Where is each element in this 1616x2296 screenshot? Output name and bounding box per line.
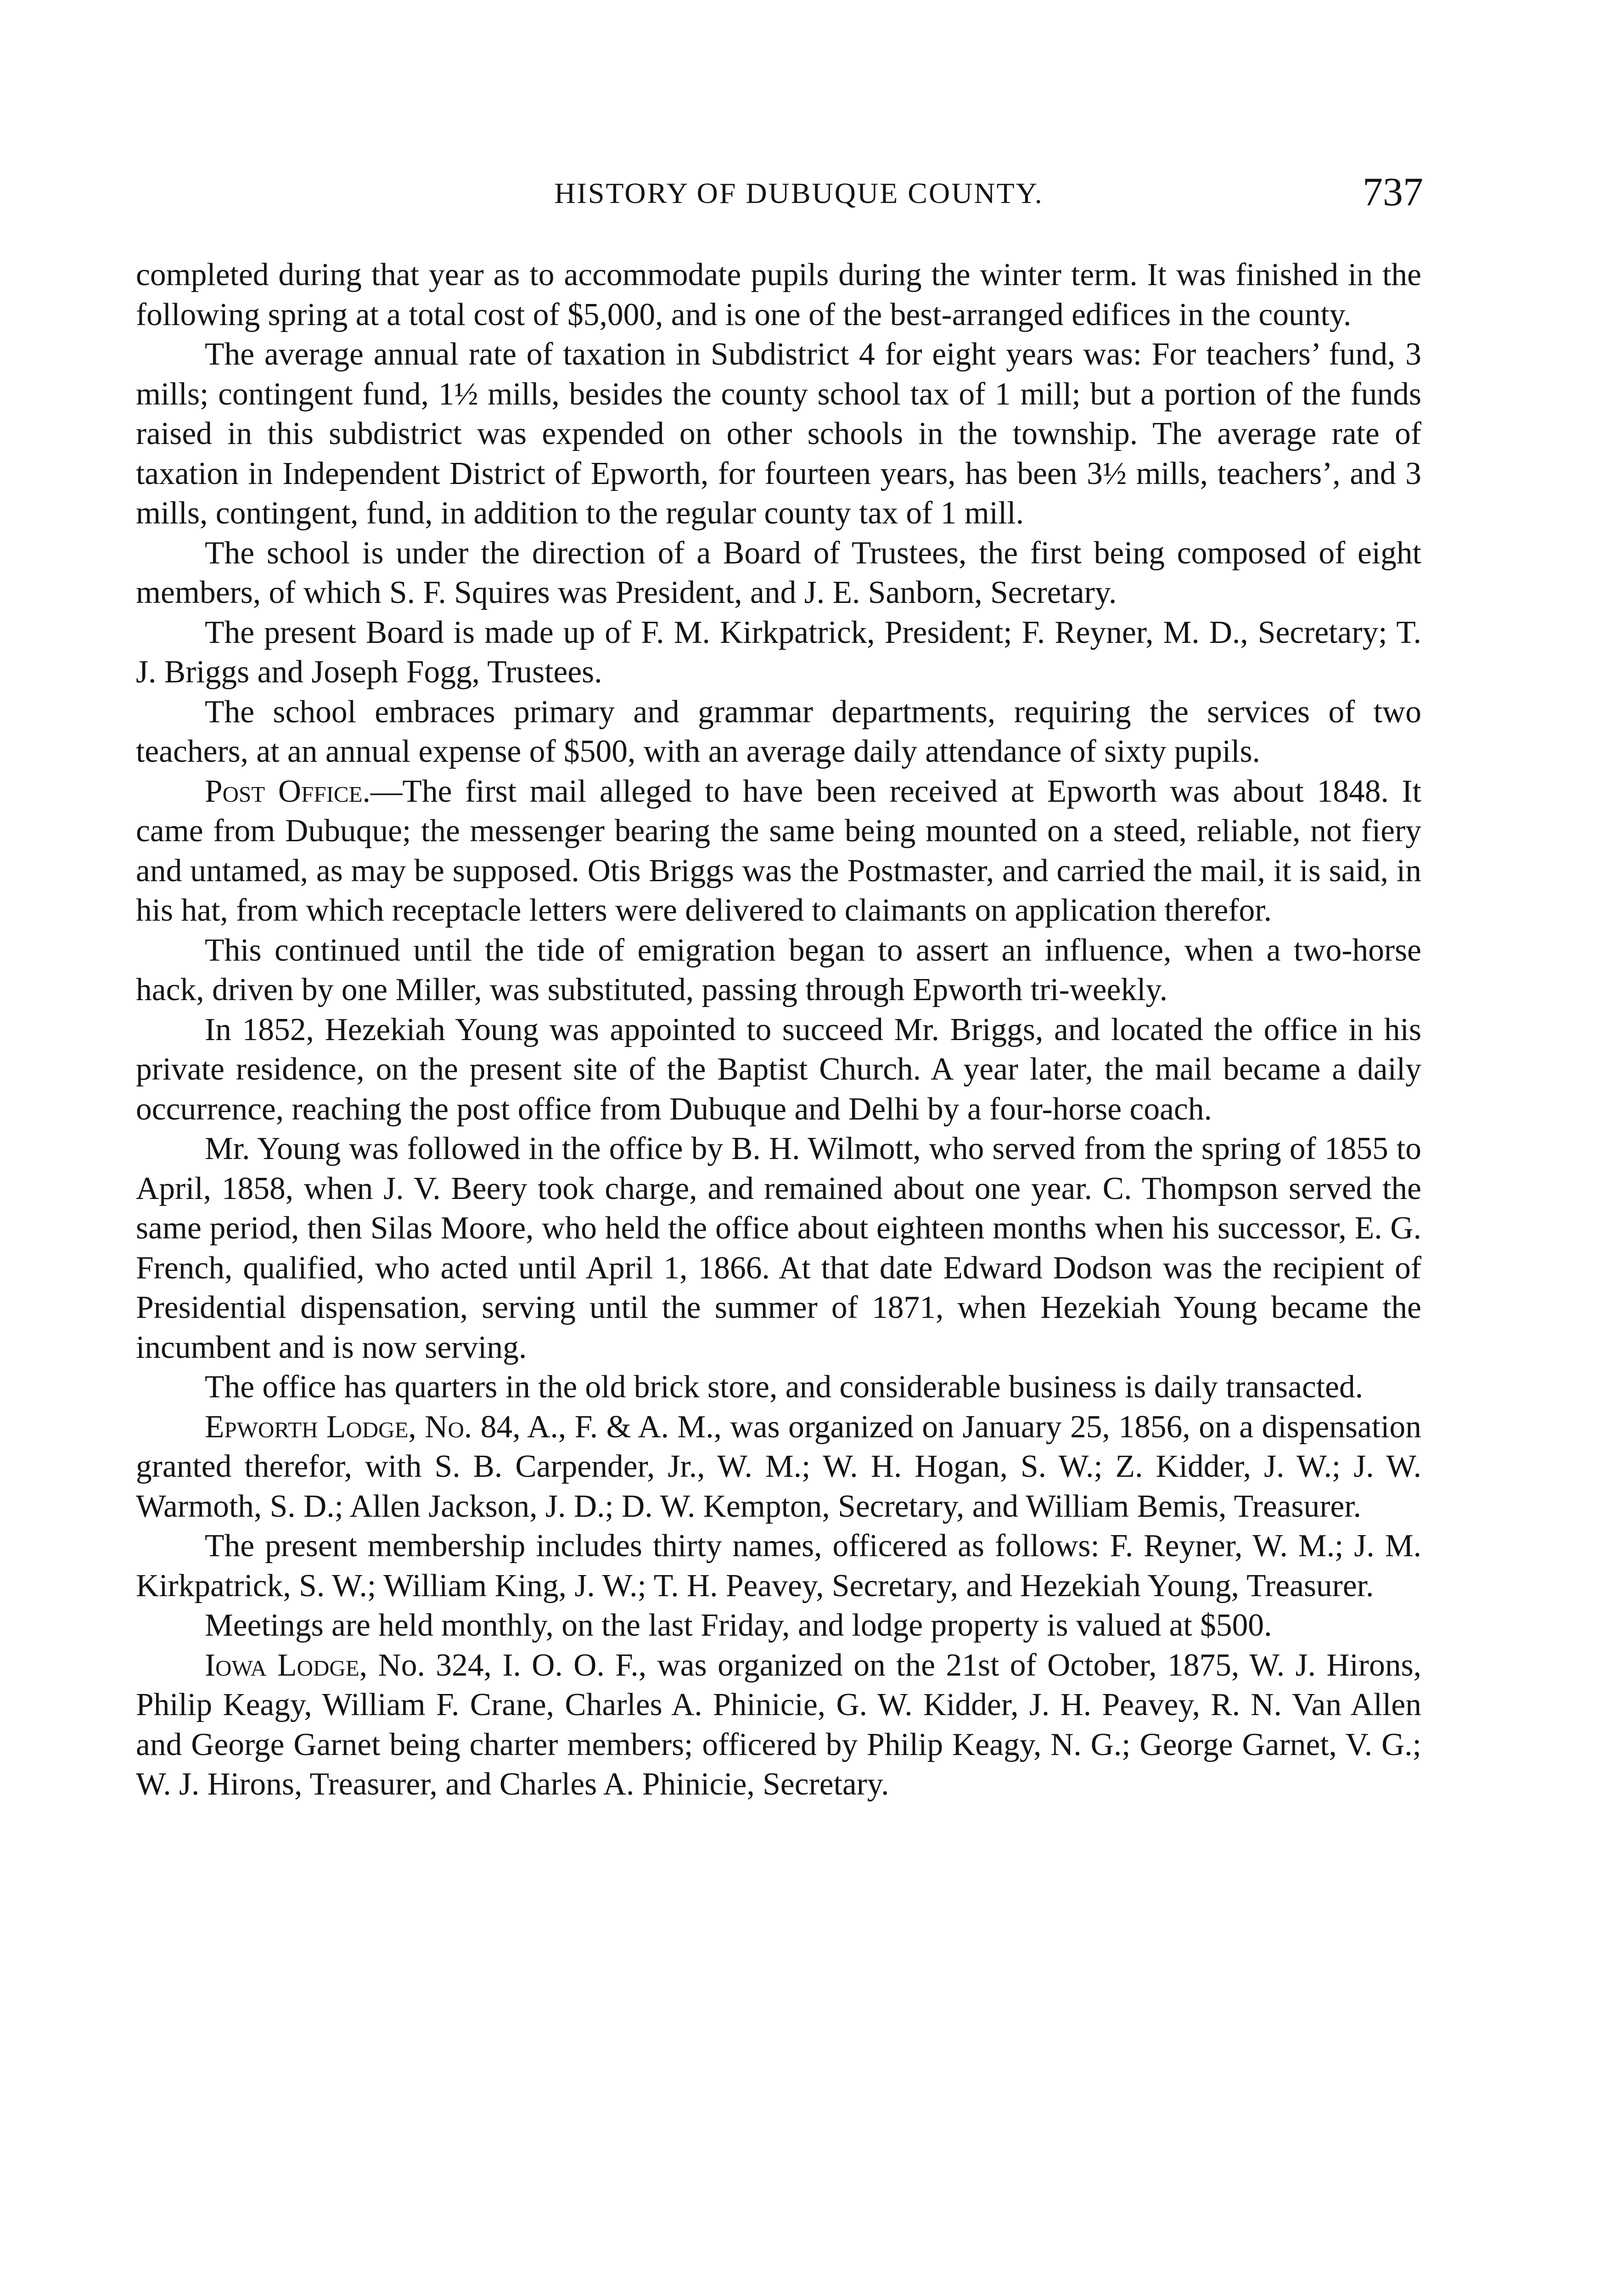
paragraph-school-building: completed during that year as to accommodate pupils during the winter term. It was finished in the following spring at a total cost of $5,000, and is one of the best-arranged edifices in the county. bbox=[136, 257, 1421, 332]
page-number: 737 bbox=[1363, 170, 1423, 214]
paragraph-board-of-trustees: The school is under the direction of a Board of Trustees, the first being composed of eight members, of which S. F. Squires was President, and J. E. Sanborn, Secretary. bbox=[136, 535, 1421, 610]
paragraph-post-office bbox=[136, 772, 1421, 931]
section-heading-post-office: Post Office. bbox=[205, 773, 370, 809]
paragraph-hezekiah-young: In 1852, Hezekiah Young was appointed to succeed Mr. Briggs, and located the office in his private residence, on the present site of the Baptist Church. A year later, the mail became a daily occurrence, reaching the post office from Dubuque and Delhi by a four-horse coach. bbox=[136, 1012, 1421, 1127]
body-text bbox=[136, 255, 1421, 1805]
running-title: HISTORY OF DUBUQUE COUNTY. bbox=[554, 177, 1044, 209]
paragraph-epworth-lodge bbox=[136, 1407, 1421, 1527]
page-header bbox=[174, 170, 1423, 231]
epworth-lodge-text: was organized on January 25, 1856, on a dispensation granted therefor, with S. B. Carpender, Jr., W. M.; W. H. Hogan, S. W.; Z. Kidder, J. W.; J. W. Warmoth, S. D.; Allen Jackson, J. D.; D. W. Kempton, Secretary, and William Bemis, Treasurer. bbox=[136, 1409, 1421, 1524]
section-heading-iowa-lodge: Iowa Lodge, bbox=[205, 1647, 368, 1683]
paragraph-school-departments: The school embraces primary and grammar departments, requiring the services of two teachers, at an annual expense of $500, with an average daily attendance of sixty pupils. bbox=[136, 694, 1421, 769]
paragraph-lodge-meetings: Meetings are held monthly, on the last Friday, and lodge property is valued at $500. bbox=[205, 1608, 1272, 1643]
paragraph-iowa-lodge bbox=[136, 1646, 1421, 1805]
paragraph-taxation: The average annual rate of taxation in Subdistrict 4 for eight years was: For teachers’ fund, 3 mills; contingent fund, 1½ mills, besides the county school tax of 1 mill; but a portion of the funds raised in this subdistrict was expended on other schools in the township. The average rate of taxation in Independent District of Epworth, for fourteen years, has been 3½ mills, teachers’, and 3 mills, contingent, fund, in addition to the regular county tax of 1 mill. bbox=[136, 337, 1421, 531]
post-office-text: —The first mail alleged to have been received at Epworth was about 1848. It came from Dubuque; the messenger bearing the same being mounted on a steed, reliable, not fiery and untamed, as may be supposed. Otis Briggs was the Postmaster, and carried the mail, it is said, in his hat, from which receptacle letters were delivered to claimants on application therefor. bbox=[136, 773, 1421, 928]
paragraph-lodge-membership: The present membership includes thirty names, officered as follows: F. Reyner, W. M.; J. M. Kirkpatrick, S. W.; William King, J. W.; T. H. Peavey, Secretary, and Hezekiah Young, Treasurer. bbox=[136, 1528, 1421, 1604]
iowa-lodge-text: No. 324, I. O. O. F., was organized on the 21st of October, 1875, W. J. Hirons, Philip Keagy, William F. Crane, Charles A. Phinicie, G. W. Kidder, J. H. Peavey, R. N. Van Allen and George Garnet being charter members; officered by Philip Keagy, N. G.; George Garnet, V. G.; W. J. Hirons, Treasurer, and Charles A. Phinicie, Secretary. bbox=[136, 1647, 1421, 1802]
paragraph-present-board: The present Board is made up of F. M. Kirkpatrick, President; F. Reyner, M. D., Secretary; T. J. Briggs and Joseph Fogg, Trustees. bbox=[136, 614, 1421, 690]
paragraph-postmasters: Mr. Young was followed in the office by B. H. Wilmott, who served from the spring of 1855 to April, 1858, when J. V. Beery took charge, and remained about one year. C. Thompson served the same period, then Silas Moore, who held the office about eighteen months when his successor, E. G. French, qualified, who acted until April 1, 1866. At that date Edward Dodson was the recipient of Presidential dispensation, serving until the summer of 1871, when Hezekiah Young became the incumbent and is now serving. bbox=[136, 1131, 1421, 1365]
paragraph-office-quarters: The office has quarters in the old brick store, and considerable business is daily transacted. bbox=[205, 1369, 1364, 1405]
section-heading-epworth-lodge: Epworth Lodge, No. 84, A., F. & A. M., bbox=[205, 1409, 722, 1445]
paragraph-mail-hack: This continued until the tide of emigration began to assert an influence, when a two-horse hack, driven by one Miller, was substituted, passing through Epworth tri-weekly. bbox=[136, 932, 1421, 1007]
